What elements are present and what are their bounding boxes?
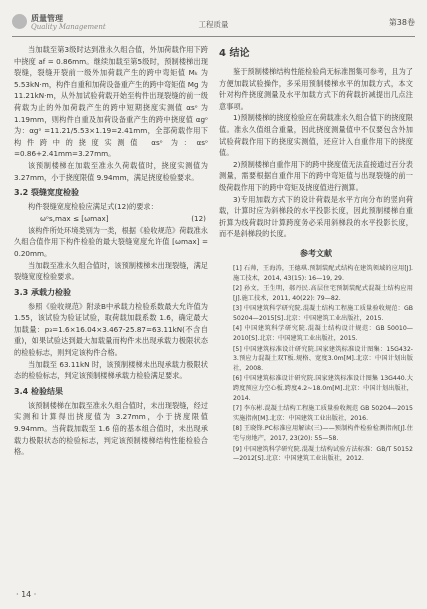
reference-item: [6] 中国建筑标准设计研究院.国家建筑标准设计图集 13G440.大跨度预应力空心板.跨度4.2~18.0m[M].北京：中国计划出版社，2014. (233, 375, 413, 402)
reference-list (219, 264, 413, 464)
paragraph: 参照《验收规范》附录B中承载力检验系数最大允许值为 1.55，该试验为验证试验，取荷载加载系数 1.6，确定最大加载量：p₃=1.6×16.04×3.467-25.87=63.11kN(不含自重)，如果试验达到最大加载量而构件未出现承载力极限状态的检验标志，则判定该构件合格。 (14, 301, 208, 358)
section-heading: 3.2 裂缝宽度检验 (14, 188, 79, 198)
equation-body: ωᵒs,max ≤ [ωmax] (40, 213, 109, 223)
page-header (12, 12, 415, 37)
section-heading: 3.3 承载力检验 (14, 287, 71, 297)
references-heading: 参考文献 (300, 248, 332, 258)
paragraph: 当加载至准永久组合值时，该预制楼梯未出现裂缝，满足裂缝宽度检验要求。 (14, 260, 208, 282)
reference-item: [7] 李东彬.混凝土结构工程施工质量验收规范 GB 50204—2015 实施指南[M].北京：中国建筑工业出版社，2016. (233, 405, 413, 422)
journal-name: 工程质量 (198, 20, 229, 29)
paragraph: 当加载至 63.11kN 时，该预制楼梯未出现承载力极限状态的检验标志，判定该预制楼梯承载力检验满足要求。 (14, 359, 208, 381)
left-column (14, 44, 208, 458)
paragraph: 鉴于预制楼梯结构性能检验尚无标准图集可参考，且为了方便加载试验操作，多采用预制楼梯水平的加载方式，本文针对构件挠度测量及水平加载方式下的荷载折减提出几点注意事项。 (219, 67, 413, 111)
reference-item: [2] 孙文，王生明，郝丹民.高层住宅预制装配式混凝土结构应用[J].施工技术，2011, 40(22): 79—82. (233, 285, 413, 302)
equation-number: (12) (191, 213, 206, 223)
paragraph: 构件裂缝宽度检验应满足式(12)的要求： (28, 202, 158, 212)
reference-item: [1] 石帅，王海涛，王德琪.预制装配式结构在建筑领域的应用[J].施工技术，2014, 43(15): 16—19, 29. (233, 264, 413, 282)
paragraph: 该预制楼梯在加载至准永久荷载值时，挠度实测值为 3.27mm，小于挠度限值 9.94mm，满足挠度检验要求。 (14, 160, 208, 182)
reference-item: [3] 中国建筑科学研究院.混凝土结构工程施工质量验收规范：GB 50204—2015[S].北京：中国建筑工业出版社，2015. (233, 305, 413, 322)
paragraph: 当加载至第3级时达到准永久组合值，外加荷载作用下跨中挠度 af = 0.86mm。继续加载至第5级时，预制楼梯出现裂缝，裂缝开裂前一级外加荷载产生的跨中弯矩值 Mₖ 为 5.53kN·m，构件自重和加荷设备重产生的跨中弯矩值 Mg 为 11.21kN·m，从外加试验荷载开始至构件出现裂缝的前一级荷载为止的外加荷载产生的跨中短期挠度实测值 αsᵒ 为 1.19mm，则构件自重及加荷设备重产生的跨中挠度值 αgᵒ 为：αgᵒ =11.21/5.53×1.19=2.41mm，全部荷载作用下构件跨中的挠度实测值 αsᵒ 为：αsᵒ =0.86+2.41mm=3.27mm。 (14, 45, 208, 159)
logo-subtitle: Quality Management (31, 23, 106, 31)
paragraph: 2)预制楼梯自重作用下的跨中挠度值无法直接通过百分表测量，需要根据自重作用下的跨中弯矩值与出现裂缝的前一级荷载作用下的跨中弯矩及挠度值进行测算。 (219, 159, 413, 192)
paragraph: 该构件所处环境类别为一类，根据《验收规范》荷载准永久组合值作用下构件检验的最大裂缝宽度允许值 [ωmax] = 0.20mm。 (14, 225, 208, 258)
section-heading: 3.4 检验结果 (14, 386, 63, 396)
reference-item: [5] 中国建筑标准设计研究院.国家建筑标准设计图集：15G432-3.预应力混凝土双T板.规格、宽度3.0m[M].北京：中国计划出版社，2008. (233, 345, 413, 372)
paragraph: 该预制楼梯在加载至准永久组合值时，未出现裂缝，经过实测和计算得出挠度值为 3.27mm，小于挠度限值 9.94mm。当荷载加载至 1.6 倍的基本组合值时，未出现承载力极限状态的检验标志，判定该预制楼梯结构性能检验合格。 (14, 400, 208, 457)
reference-item: [4] 中国建筑科学研究院.混凝土结构设计规范：GB 50010—2010[S].北京：中国建筑工业出版社，2015. (233, 325, 413, 343)
right-column (219, 44, 413, 465)
volume-label: 第38卷 (388, 18, 415, 27)
reference-item: [9] 中国建筑科学研究院.混凝土结构试验方法标准：GB/T 50152—2012[S].北京：中国建筑工业出版社，2012. (233, 445, 413, 463)
equation (14, 213, 208, 225)
logo-title: 质量管理 (31, 14, 63, 23)
page-number: · 14 · (16, 590, 37, 599)
paragraph: 1)预制楼梯的挠度检验应在荷载准永久组合值下的挠度限值。准永久值组合重量，因此挠度测量值中不仅要包含外加试验荷载作用下的挠度实测值，还应计入自重作用下的挠度值。 (219, 113, 413, 158)
reference-item: [8] 王晓锋.PC标准应用解读(三)——预制构件检验检测指南[J].住宅与房地产，2017, 23(20): 55—58. (233, 425, 413, 442)
section-heading: 4 结论 (219, 48, 250, 59)
paragraph: 3)专用加载方式下的设计荷载是水平方向分布的竖向荷载，计算时应为斜梯段的水平投影长度，因此预制楼梯自重折算为线荷载时计算跨度务必采用斜梯段的水平投影长度，而不是斜梯段的长度。 (219, 194, 413, 239)
